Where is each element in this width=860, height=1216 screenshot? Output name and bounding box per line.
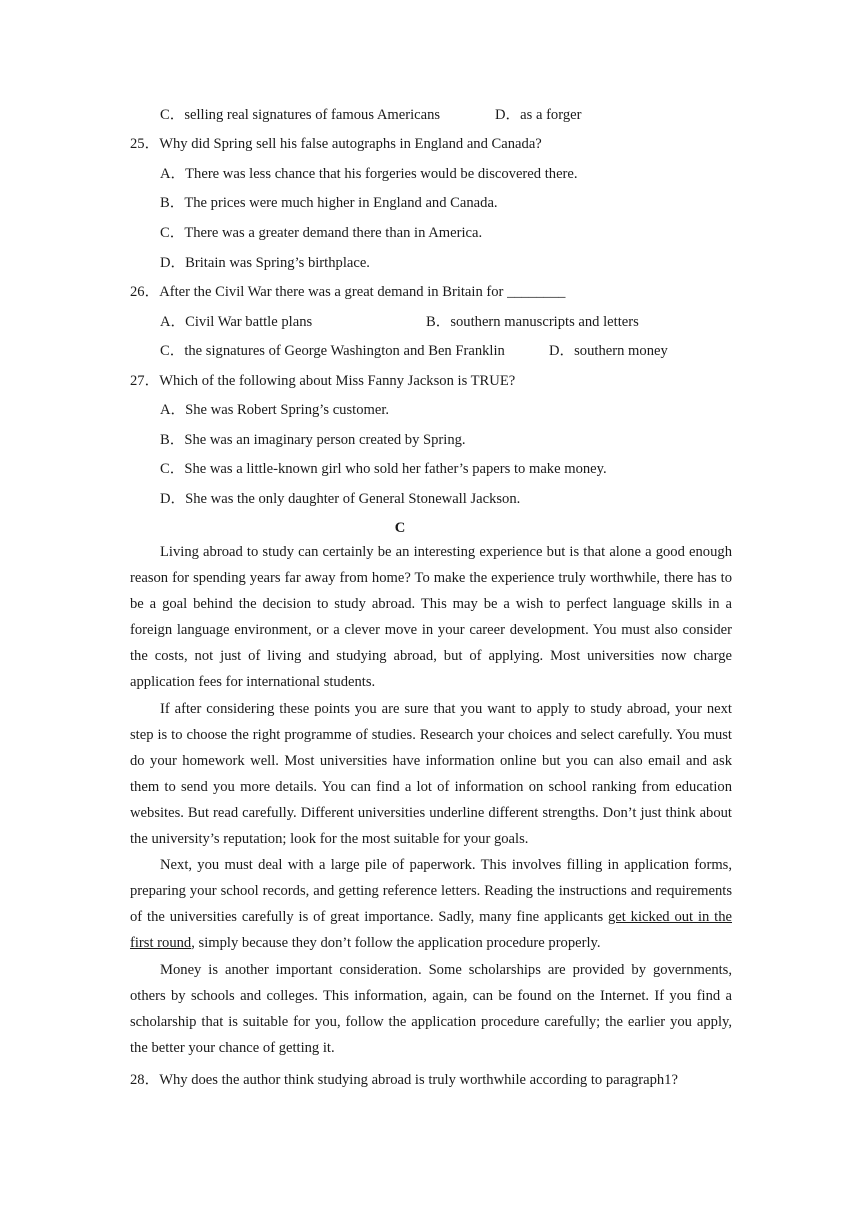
q24-option-c: C．selling real signatures of famous Americans (160, 107, 441, 123)
q28-stem: 28．Why does the author think studying abroad is truly worthwhile according to paragraph1? (130, 1072, 678, 1088)
q25-option-d: D．Britain was Spring’s birthplace. (160, 255, 370, 271)
q26-option-a: A．Civil War battle plans (160, 314, 313, 330)
p3-text-after: , simply because they don’t follow the application procedure properly. (191, 935, 601, 952)
passage-paragraph-3 (130, 852, 732, 956)
q27-stem: 27．Which of the following about Miss Fanny Jackson is TRUE? (130, 373, 516, 389)
q27-option-a: A．She was Robert Spring’s customer. (160, 402, 390, 418)
q25-option-c: C．There was a greater demand there than in America. (160, 225, 483, 241)
q26-option-b: B．southern manuscripts and letters (426, 314, 639, 330)
q27-option-c: C．She was a little-known girl who sold her father’s papers to make money. (160, 461, 607, 477)
q25-option-b: B．The prices were much higher in England and Canada. (160, 195, 498, 211)
q24-option-d: D．as a forger (495, 107, 582, 123)
q27-option-b: B．She was an imaginary person created by Spring. (160, 432, 466, 448)
passage-paragraph-4: Money is another important consideration. Some scholarships are provided by governments, others by schools and colleges. This information, again, can be found on the Internet. If you find a scholarship that is suitable for you, follow the application procedure carefully; the earlier you apply, the better your chance of getting it. (130, 961, 732, 1056)
passage-paragraph-1: Living abroad to study can certainly be an interesting experience but is that alone a good enough reason for spending years far away from home? To make the experience truly worthwhile, there has to be a goal behind the decision to study abroad. This may be a wish to perfect language skills in a foreign language environment, or a clever move in your career development. You must also consider the costs, not just of living and studying abroad, but of applying. Most universities now charge application fees for international students. (130, 544, 732, 691)
section-heading: C (394, 520, 406, 536)
q25-stem: 25．Why did Spring sell his false autographs in England and Canada? (130, 136, 542, 152)
q26-option-d: D．southern money (549, 343, 668, 359)
q26-stem: 26．After the Civil War there was a great demand in Britain for ________ (130, 284, 566, 300)
p3-text-before: Next, you must deal with a large pile of paperwork. This involves filling in application forms, preparing your school records, and getting reference letters. Reading the instructions and requirements of the universities carefully is of great importance. Sadly, many fine applicants (130, 857, 732, 926)
underlined-phrase: get kicked out in the first round (130, 909, 732, 952)
q26-option-c: C．the signatures of George Washington and Ben Franklin (160, 343, 505, 359)
passage-c (130, 539, 732, 1061)
passage-paragraph-2: If after considering these points you are sure that you want to apply to study abroad, your next step is to choose the right programme of studies. Research your choices and select carefully. You must do your homework well. Most universities have information online but you can also email and ask them to send you more details. You can find a lot of information on school ranking from education websites. But read carefully. Different universities underline different strengths. Don’t just think about the university’s reputation; look for the most suitable for your goals. (130, 700, 732, 848)
q25-option-a: A．There was less chance that his forgeries would be discovered there. (160, 166, 578, 182)
q27-option-d: D．She was the only daughter of General Stonewall Jackson. (160, 491, 521, 507)
